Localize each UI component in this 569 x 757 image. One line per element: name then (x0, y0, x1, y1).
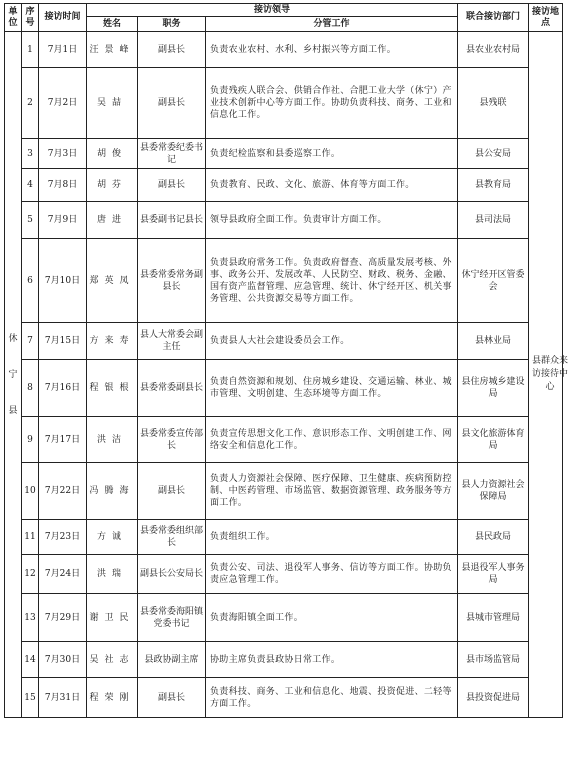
row-scope: 负责农业农村、水利、乡村振兴等方面工作。 (206, 32, 458, 68)
place-cell: 县群众来访接待中心 (529, 32, 563, 718)
row-duty: 副县长 (138, 463, 206, 520)
row-dept: 县市场监管局 (458, 642, 529, 678)
row-dept: 县农业农村局 (458, 32, 529, 68)
row-name: 吴喆 (87, 68, 138, 139)
row-duty: 县委常委纪委书记 (138, 139, 206, 169)
unit-cell: 休宁县 (5, 32, 22, 718)
table-row (5, 520, 563, 555)
row-scope: 负责残疾人联合会、供销合作社、合肥工业大学（休宁）产业技术创新中心等方面工作。协助负责科技、商务、工业和信息化工作。 (206, 68, 458, 139)
row-scope: 负责县政府常务工作。负责政府督查、高质量发展考核、外事、政务公开、发展改革、人民防空、财政、税务、金融、国有资产监督管理、应急管理、统计、休宁经开区、机关事务管理、公共资源交易等方面工作。 (206, 239, 458, 323)
row-date: 7月3日 (39, 139, 87, 169)
row-scope: 负责组织工作。 (206, 520, 458, 555)
row-no: 3 (22, 139, 39, 169)
row-duty: 副县长 (138, 169, 206, 202)
row-no: 13 (22, 594, 39, 642)
row-date: 7月10日 (39, 239, 87, 323)
row-duty: 副县长 (138, 32, 206, 68)
row-date: 7月17日 (39, 417, 87, 463)
row-date: 7月24日 (39, 555, 87, 594)
row-no: 10 (22, 463, 39, 520)
row-dept: 县司法局 (458, 202, 529, 239)
header-name: 姓名 (87, 17, 138, 32)
table-row (5, 323, 563, 360)
row-dept: 县林业局 (458, 323, 529, 360)
header-unit: 单位 (5, 4, 22, 32)
header-place: 接访地点 (529, 4, 563, 32)
header-scope: 分管工作 (206, 17, 458, 32)
header-no: 序号 (22, 4, 39, 32)
header-leader-group: 接访领导 (87, 4, 458, 17)
row-scope: 负责科技、商务、工业和信息化、地震、投资促进、二轻等方面工作。 (206, 678, 458, 718)
table-row (5, 139, 563, 169)
row-no: 5 (22, 202, 39, 239)
row-scope: 负责县人大社会建设委员会工作。 (206, 323, 458, 360)
row-date: 7月22日 (39, 463, 87, 520)
row-name: 胡芬 (87, 169, 138, 202)
row-no: 8 (22, 360, 39, 417)
table-row (5, 239, 563, 323)
row-dept: 县人力资源社会保障局 (458, 463, 529, 520)
row-date: 7月16日 (39, 360, 87, 417)
row-date: 7月31日 (39, 678, 87, 718)
row-scope: 负责教育、民政、文化、旅游、体育等方面工作。 (206, 169, 458, 202)
row-scope: 负责自然资源和规划、住房城乡建设、交通运输、林业、城市管理、文明创建、生态环境等方面工作。 (206, 360, 458, 417)
table-row (5, 68, 563, 139)
row-date: 7月2日 (39, 68, 87, 139)
row-dept: 县投资促进局 (458, 678, 529, 718)
row-duty: 县政协副主席 (138, 642, 206, 678)
table-row (5, 32, 563, 68)
row-name: 胡俊 (87, 139, 138, 169)
row-no: 6 (22, 239, 39, 323)
row-name: 吴社志 (87, 642, 138, 678)
row-scope: 负责公安、司法、退役军人事务、信访等方面工作。协助负责应急管理工作。 (206, 555, 458, 594)
row-no: 7 (22, 323, 39, 360)
table-row (5, 169, 563, 202)
row-scope: 负责纪检监察和县委巡察工作。 (206, 139, 458, 169)
table-row (5, 555, 563, 594)
row-duty: 副县长公安局长 (138, 555, 206, 594)
row-name: 唐进 (87, 202, 138, 239)
row-name: 汪景峰 (87, 32, 138, 68)
header-duty: 职务 (138, 17, 206, 32)
row-duty: 县人大常委会副主任 (138, 323, 206, 360)
row-duty: 县委常委常务副县长 (138, 239, 206, 323)
row-no: 15 (22, 678, 39, 718)
row-dept: 县残联 (458, 68, 529, 139)
reception-schedule-table (4, 3, 568, 718)
row-scope: 负责人力资源社会保障、医疗保障、卫生健康、疾病预防控制、中医药管理、市场监管、数据资源管理、政务服务等方面工作。 (206, 463, 458, 520)
row-date: 7月23日 (39, 520, 87, 555)
row-duty: 县委副书记县长 (138, 202, 206, 239)
row-scope: 协助主席负责县政协日常工作。 (206, 642, 458, 678)
row-name: 洪瑞 (87, 555, 138, 594)
table-row (5, 642, 563, 678)
row-name: 方诚 (87, 520, 138, 555)
table-row (5, 463, 563, 520)
row-dept: 县退役军人事务局 (458, 555, 529, 594)
row-no: 2 (22, 68, 39, 139)
header-dept: 联合接访部门 (458, 4, 529, 32)
row-scope: 负责宣传思想文化工作、意识形态工作、文明创建工作、网络安全和信息化工作。 (206, 417, 458, 463)
row-date: 7月15日 (39, 323, 87, 360)
row-no: 4 (22, 169, 39, 202)
row-duty: 副县长 (138, 68, 206, 139)
row-name: 程银根 (87, 360, 138, 417)
row-name: 冯腾海 (87, 463, 138, 520)
row-date: 7月9日 (39, 202, 87, 239)
row-name: 方来寿 (87, 323, 138, 360)
row-scope: 领导县政府全面工作。负责审计方面工作。 (206, 202, 458, 239)
row-dept: 县文化旅游体育局 (458, 417, 529, 463)
row-date: 7月8日 (39, 169, 87, 202)
row-date: 7月1日 (39, 32, 87, 68)
row-duty: 县委常委组织部长 (138, 520, 206, 555)
header-date: 接访时间 (39, 4, 87, 32)
table-row (5, 417, 563, 463)
table-row (5, 678, 563, 718)
row-date: 7月30日 (39, 642, 87, 678)
row-name: 郑英凤 (87, 239, 138, 323)
table-row (5, 202, 563, 239)
row-date: 7月29日 (39, 594, 87, 642)
row-duty: 县委常委副县长 (138, 360, 206, 417)
row-name: 谢卫民 (87, 594, 138, 642)
row-no: 12 (22, 555, 39, 594)
row-dept: 县民政局 (458, 520, 529, 555)
row-duty: 县委常委海阳镇党委书记 (138, 594, 206, 642)
row-duty: 副县长 (138, 678, 206, 718)
row-duty: 县委常委宣传部长 (138, 417, 206, 463)
row-name: 程荣刚 (87, 678, 138, 718)
row-dept: 县公安局 (458, 139, 529, 169)
row-no: 11 (22, 520, 39, 555)
table-row (5, 594, 563, 642)
row-dept: 休宁经开区管委会 (458, 239, 529, 323)
row-no: 9 (22, 417, 39, 463)
row-name: 洪洁 (87, 417, 138, 463)
row-scope: 负责海阳镇全面工作。 (206, 594, 458, 642)
row-no: 14 (22, 642, 39, 678)
row-no: 1 (22, 32, 39, 68)
table-row (5, 360, 563, 417)
row-dept: 县教育局 (458, 169, 529, 202)
row-dept: 县住房城乡建设局 (458, 360, 529, 417)
row-dept: 县城市管理局 (458, 594, 529, 642)
